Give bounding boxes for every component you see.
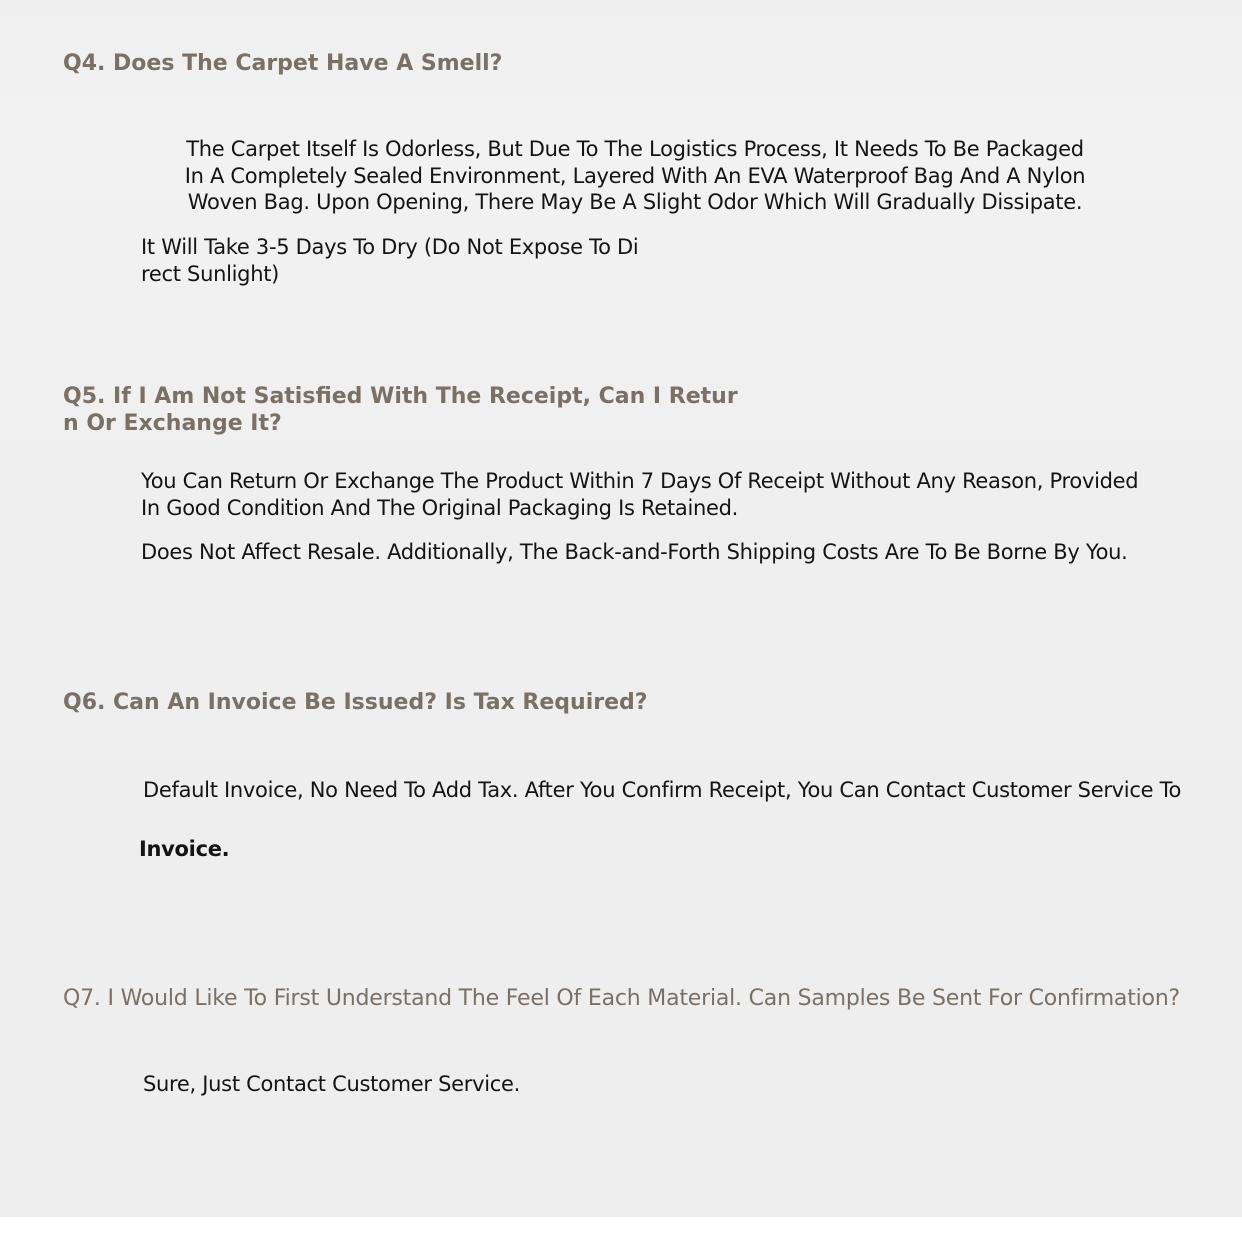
answer-line: Invoice.: [139, 837, 230, 861]
faq-question-q7: [63, 985, 1180, 1012]
faq-question-q4: [63, 50, 502, 77]
answer-line: In A Completely Sealed Environment, Layered With An EVA Waterproof Bag And A Nylon: [184, 163, 1086, 188]
faq-answer-q5-return: [141, 468, 1138, 521]
faq-answer-q5-shipping: [141, 539, 1128, 566]
faq-question-q6: [63, 689, 648, 716]
faq-answer-q4-odor: [134, 136, 1136, 216]
answer-line: In Good Condition And The Original Packaging Is Retained.: [141, 495, 739, 520]
answer-line: rect Sunlight): [141, 261, 280, 286]
question-line: n Or Exchange It?: [63, 411, 282, 436]
answer-line: You Can Return Or Exchange The Product Within 7 Days Of Receipt Without Any Reason, Provided: [141, 469, 1139, 493]
answer-line: It Will Take 3-5 Days To Dry (Do Not Expose To Di: [141, 235, 639, 259]
faq-answer-q4-dry: [141, 234, 638, 287]
question-line: Q6. Can An Invoice Be Issued? Is Tax Required?: [63, 690, 648, 715]
faq-answer-q6-invoice-end: [139, 836, 229, 863]
answer-line: Does Not Affect Resale. Additionally, The Back-and-Forth Shipping Costs Are To Be Borne By You.: [141, 540, 1128, 564]
answer-line: Sure, Just Contact Customer Service.: [143, 1072, 520, 1096]
answer-line: The Carpet Itself Is Odorless, But Due To The Logistics Process, It Needs To Be Packaged: [186, 137, 1084, 161]
faq-answer-q6-invoice: [143, 777, 1181, 804]
faq-question-q5: [63, 383, 738, 437]
faq-answer-q7-samples: [143, 1071, 520, 1098]
answer-line: Default Invoice, No Need To Add Tax. After You Confirm Receipt, You Can Contact Customer Service To: [143, 778, 1182, 802]
question-line: Q4. Does The Carpet Have A Smell?: [63, 51, 503, 76]
question-line: Q5. If I Am Not Satisfied With The Receipt, Can I Retur: [63, 384, 738, 409]
answer-line: Woven Bag. Upon Opening, There May Be A Slight Odor Which Will Gradually Dissipate.: [187, 190, 1083, 214]
question-line: Q7. I Would Like To First Understand The Feel Of Each Material. Can Samples Be Sent For Confirmation?: [63, 986, 1181, 1011]
